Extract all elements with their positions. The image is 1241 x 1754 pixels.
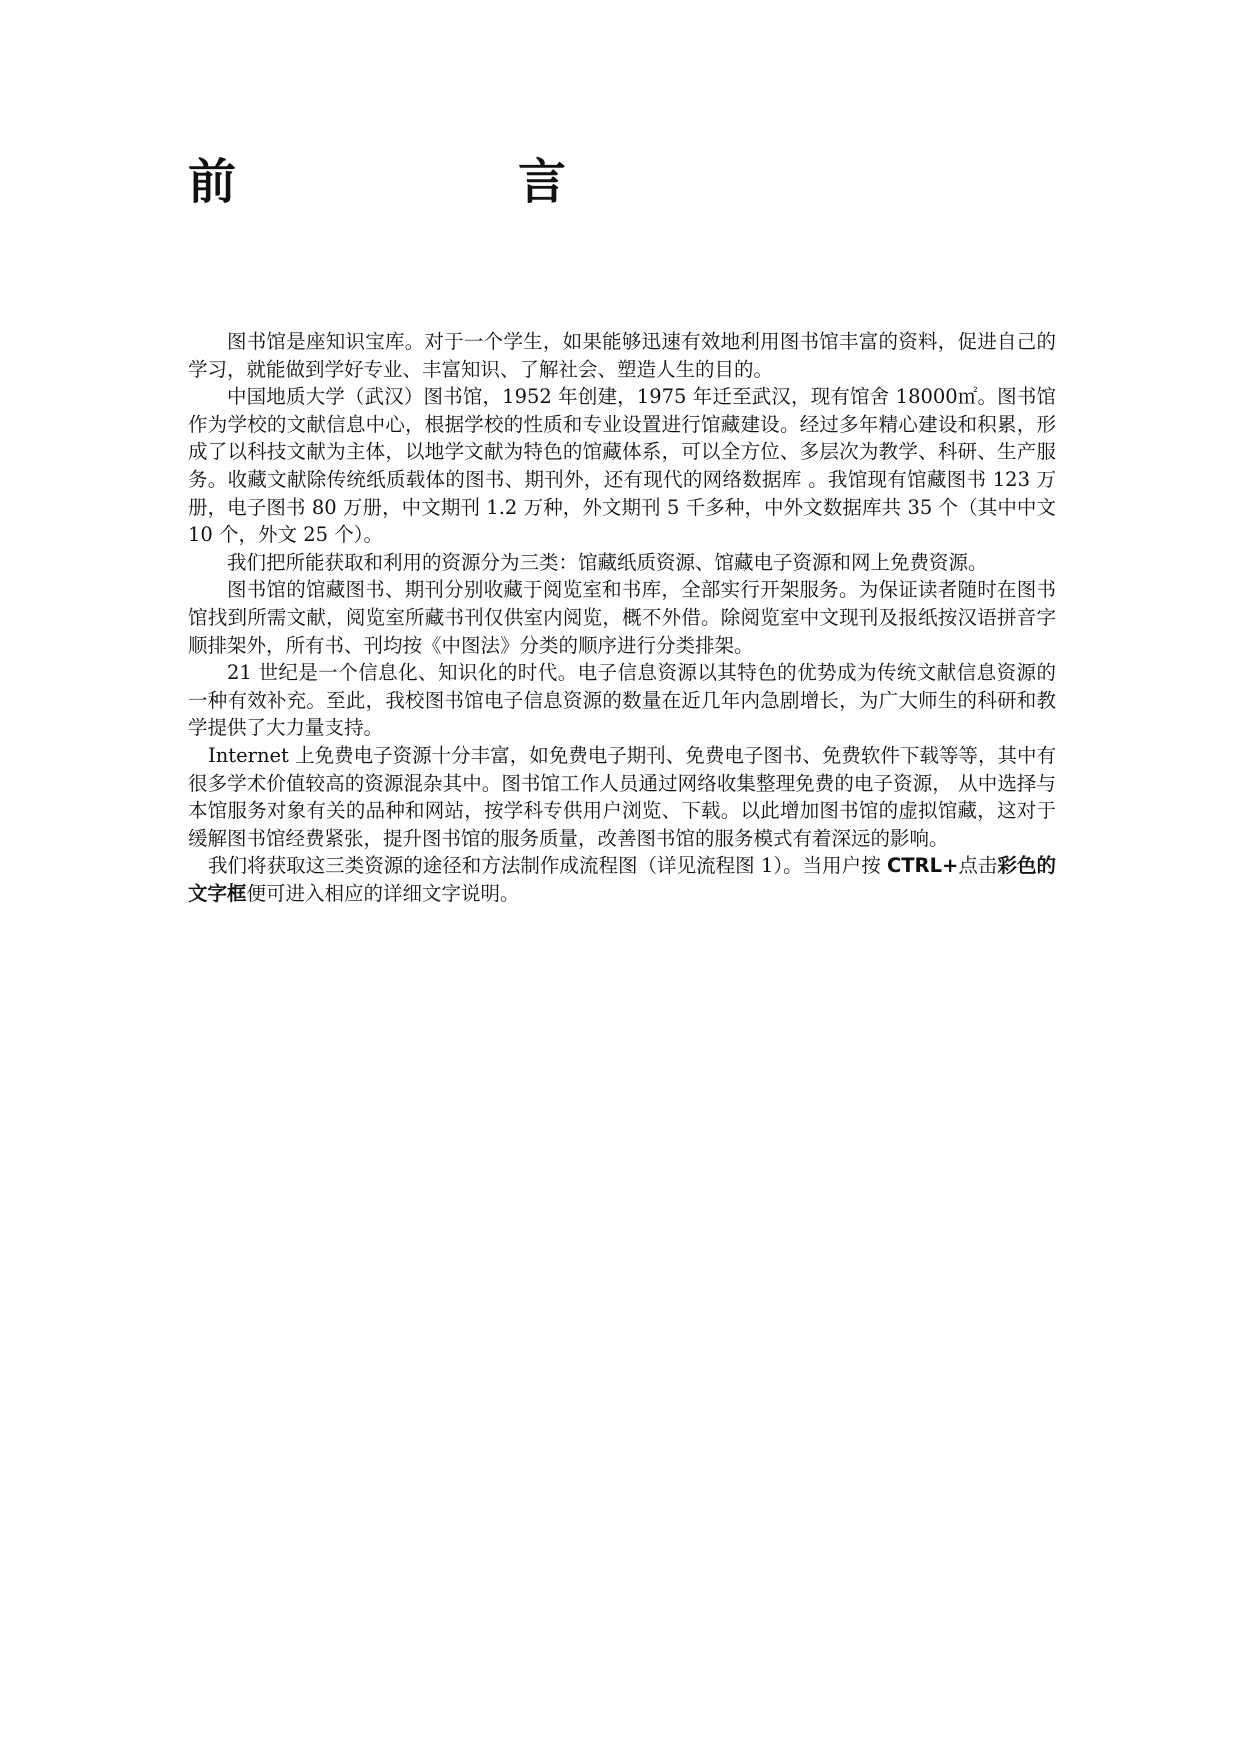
paragraph-intro: 图书馆是座知识宝库。对于一个学生，如果能够迅速有效地利用图书馆丰富的资料，促进自己的学习，就能做到学好专业、丰富知识、了解社会、塑造人生的目的。 — [188, 330, 1056, 381]
paragraph-electronic-resources: 21 世纪是一个信息化、知识化的时代。电子信息资源以其特色的优势成为传统文献信息资源的一种有效补充。至此，我校图书馆电子信息资源的数量在近几年内急剧增长，为广大师生的科研和教学提供了大力量支持。 — [188, 661, 1056, 740]
paragraph-free-resources: Internet 上免费电子资源十分丰富，如免费电子期刊、免费电子图书、免费软件下载等等，其中有很多学术价值较高的资源混杂其中。图书馆工作人员通过网络收集整理免费的电子资源， 从中选择与本馆服务对象有关的品种和网站，按学科专供用户浏览、下载。以此增加图书馆的虚拟馆藏，这对于缓解图书馆经费紧张，提升图书馆的服务质量，改善图书馆的服务模式有着深远的影响。 — [188, 743, 1056, 850]
instruction-text-start: 我们将获取这三类资源的途径和方法制作成流程图（详见流程图 1）。当用户按 — [208, 854, 887, 878]
page-title: 前 言 — [188, 154, 629, 210]
ctrl-key-text: CTRL+ — [886, 854, 959, 878]
instruction-text-end: 便可进入相应的详细文字说明。 — [246, 881, 520, 905]
paragraph-resource-types: 我们把所能获取和利用的资源分为三类：馆藏纸质资源、馆藏电子资源和网上免费资源。 — [227, 550, 988, 574]
colored-textbox-text: 彩色的文字框 — [188, 854, 1056, 905]
instruction-text-middle: 点击 — [958, 854, 998, 878]
paragraph-library-history: 中国地质大学（武汉）图书馆，1952 年创建，1975 年迁至武汉，现有馆舍 18000㎡。图书馆作为学校的文献信息中心，根据学校的性质和专业设置进行馆藏建设。经过多年精心建设和积累，形成了以科技文献为主体，以地学文献为特色的馆藏体系，可以全方位、多层次为教学、科研、生产服务。收藏文献除传统纸质载体的图书、期刊外，还有现代的网络数据库 。我馆现有馆藏图书 123 万册，电子图书 80 万册，中文期刊 1.2 万种，外文期刊 5 千多种，中外文数据库共 35 个（其中中文 10 个，外文 25 个）。 — [188, 385, 1056, 547]
paragraph-collection-service: 图书馆的馆藏图书、期刊分别收藏于阅览室和书库，全部实行开架服务。为保证读者随时在图书馆找到所需文献，阅览室所藏书刊仅供室内阅览，概不外借。除阅览室中文现刊及报纸按汉语拼音字顺排架外，所有书、刊均按《中图法》分类的顺序进行分类排架。 — [188, 578, 1056, 657]
body-text — [188, 328, 1056, 907]
paragraph-flowchart-instructions — [188, 852, 1056, 907]
